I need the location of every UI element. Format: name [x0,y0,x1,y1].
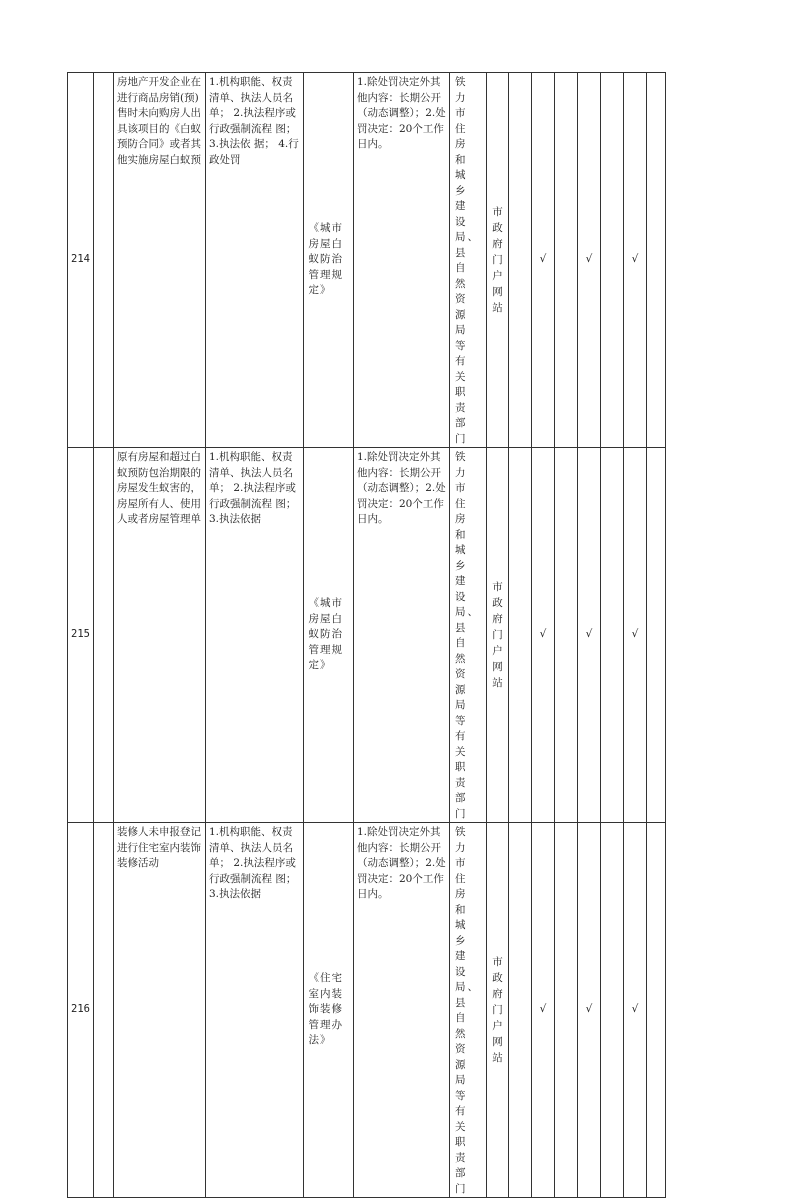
mark-cell: √ [624,73,647,448]
site-cell [487,823,509,1198]
period-cell: 1.除处罚决定外其他内容：长期公开（动态调整）；2.处罚决定：20个工作日内。 [354,448,450,823]
mark-cell: √ [532,823,555,1198]
dept-cell [450,73,487,448]
item-cell: 装修人未申报登记进行住宅室内装饰装修活动 [114,823,206,1198]
dept-text: 铁力市住房和城乡建设局、县自然资源局等有关职责部门 [455,451,480,820]
dept-text: 铁力市住房和城乡建设局、县自然资源局等有关职责部门 [455,826,480,1195]
mark-cell [647,73,666,448]
mark-cell: √ [624,448,647,823]
mark-cell [647,448,666,823]
site-cell [487,448,509,823]
row-number: 215 [68,448,94,823]
spacer-cell [94,73,114,448]
mark-cell: √ [578,823,601,1198]
dept-text: 铁力市住房和城乡建设局、县自然资源局等有关职责部门 [455,76,480,445]
item-cell: 房地产开发企业在进行商品房销(预)售时未向购房人出具该项目的《白蚁预防合同》或者其他实施房屋白蚁预 [114,73,206,448]
period-cell: 1.除处罚决定外其他内容：长期公开（动态调整）；2.处罚决定：20个工作日内。 [354,73,450,448]
row-number: 214 [68,73,94,448]
law-cell [304,448,354,823]
law-cell [304,73,354,448]
basis-cell: 1.机构职能、权责清单、执法人员名单； 2.执法程序或行政强制流程 图； 3.执法依 据； 4.行政处罚 [206,73,304,448]
spacer-cell [94,448,114,823]
dept-cell [450,823,487,1198]
disclosure-table [67,72,666,1198]
law-text: 《城市房屋白蚁防治管理规定》 [308,222,343,297]
mark-cell: √ [532,73,555,448]
site-text: 市政府门户网站 [492,205,503,314]
mark-cell [555,73,578,448]
mark-cell [647,823,666,1198]
mark-cell: √ [624,823,647,1198]
mark-cell: √ [578,73,601,448]
row-number: 216 [68,823,94,1198]
mark-cell [509,448,532,823]
mark-cell: √ [578,448,601,823]
mark-cell [601,823,624,1198]
site-cell [487,73,509,448]
law-text: 《城市房屋白蚁防治管理规定》 [308,597,343,672]
dept-cell [450,448,487,823]
mark-cell [555,823,578,1198]
spacer-cell [94,823,114,1198]
site-text: 市政府门户网站 [492,955,503,1064]
law-cell [304,823,354,1198]
mark-cell [555,448,578,823]
basis-cell: 1.机构职能、权责清单、执法人员名单； 2.执法程序或行政强制流程 图； 3.执法依据 [206,448,304,823]
mark-cell [601,73,624,448]
law-text: 《住宅室内装饰装修管理办法》 [308,972,343,1047]
basis-cell: 1.机构职能、权责清单、执法人员名单； 2.执法程序或行政强制流程 图； 3.执法依据 [206,823,304,1198]
table-row [68,448,666,823]
item-cell: 原有房屋和超过白蚁预防包治期限的房屋发生蚁害的，房屋所有人、使用人或者房屋管理单 [114,448,206,823]
table-row [68,73,666,448]
mark-cell: √ [532,448,555,823]
mark-cell [509,73,532,448]
site-text: 市政府门户网站 [492,580,503,689]
mark-cell [601,448,624,823]
table-row [68,823,666,1198]
mark-cell [509,823,532,1198]
period-cell: 1.除处罚决定外其他内容：长期公开（动态调整）；2.处罚决定：20个工作日内。 [354,823,450,1198]
